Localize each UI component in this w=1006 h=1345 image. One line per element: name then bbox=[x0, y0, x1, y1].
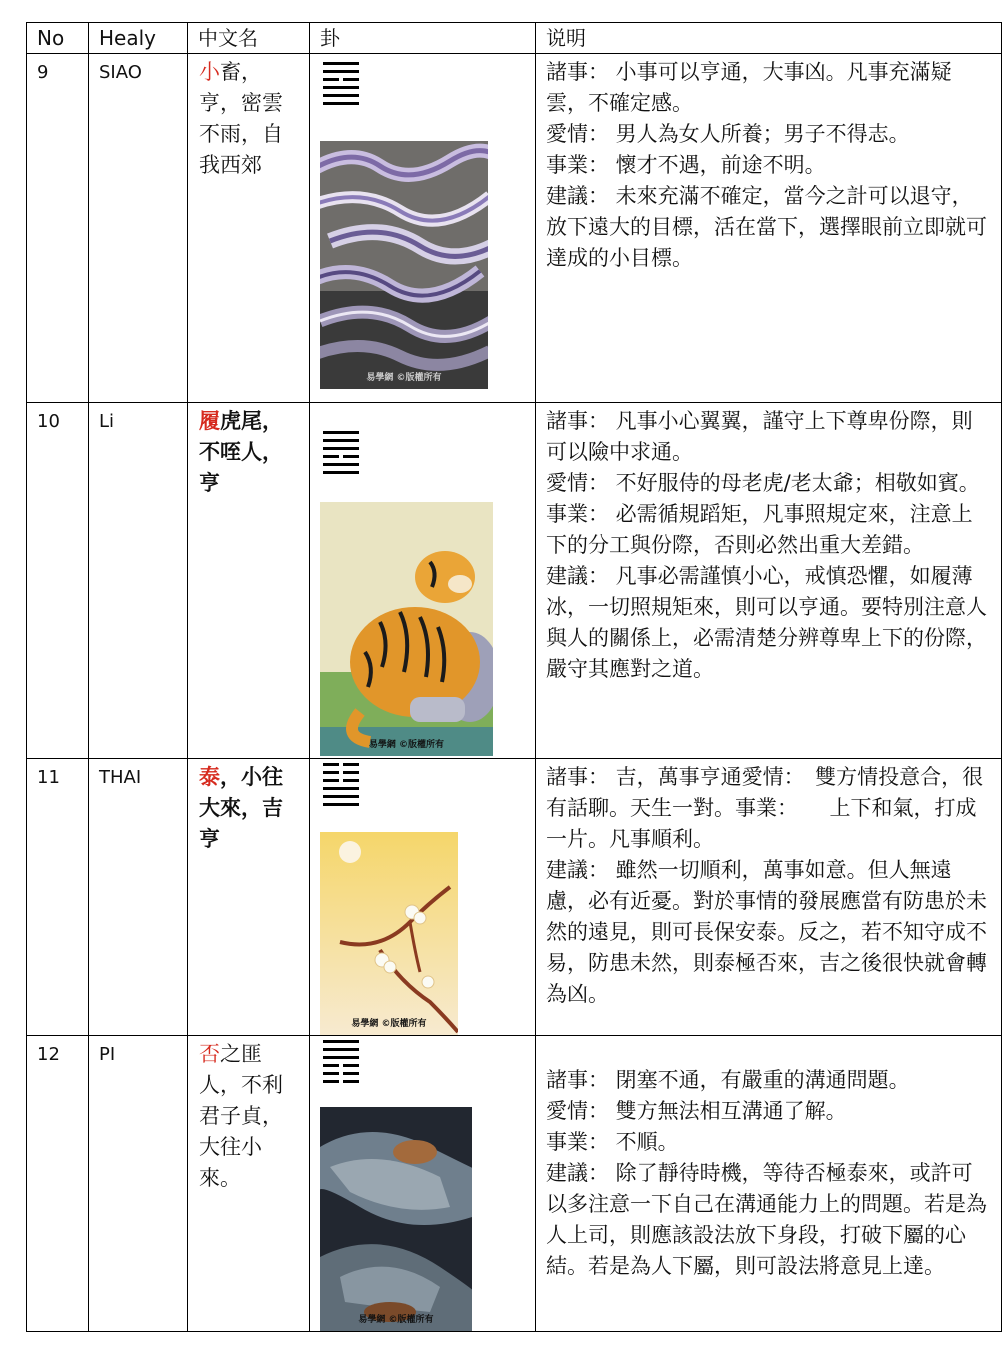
header-chinese-name: 中文名 bbox=[188, 23, 310, 54]
yin-line bbox=[323, 1080, 359, 1083]
yang-line bbox=[323, 62, 359, 65]
yang-line bbox=[323, 1040, 359, 1043]
yang-line bbox=[323, 803, 359, 806]
row-healy: Li bbox=[89, 403, 188, 759]
yin-line bbox=[323, 78, 359, 81]
row-chinese-name bbox=[188, 403, 310, 759]
desc-advice: 建議： 除了靜待時機，等待否極泰來，或許可以多注意一下自己在溝通能力上的問題。若是為人上司，則應該設法放下身段，打破下屬的心結。若是為人下屬，則可設法將意見上達。 bbox=[546, 1161, 987, 1278]
row-number: 11 bbox=[27, 759, 89, 1036]
card-image-clouds bbox=[320, 141, 488, 389]
table-row bbox=[27, 759, 1002, 1036]
name-highlight: 履 bbox=[199, 409, 220, 433]
table-row bbox=[27, 403, 1002, 759]
yang-line bbox=[323, 471, 359, 474]
yang-line bbox=[323, 86, 359, 89]
hexagram-cell bbox=[310, 759, 536, 1036]
row-number: 10 bbox=[27, 403, 89, 759]
row-healy: PI bbox=[89, 1036, 188, 1332]
hexagram-table bbox=[26, 22, 1002, 1332]
row-description bbox=[536, 759, 1002, 1036]
yin-line bbox=[323, 763, 359, 766]
desc-career: 事業： 不順。 bbox=[546, 1130, 679, 1154]
row-number: 9 bbox=[27, 54, 89, 403]
desc-advice: 建議： 凡事必需謹慎小心，戒慎恐懼，如履薄冰，一切照規矩來，則可以亨通。要特別注意人與人的關係上，必需清楚分辨尊卑上下的份際，嚴守其應對之道。 bbox=[546, 564, 987, 681]
header-no: No bbox=[27, 23, 89, 54]
yang-line bbox=[323, 787, 359, 790]
name-rest: 畜，亨，密雲不雨，自我西郊 bbox=[199, 60, 283, 177]
card-image-blossom bbox=[320, 832, 458, 1035]
hexagram-cell bbox=[310, 1036, 536, 1332]
header-hexagram: 卦 bbox=[310, 23, 536, 54]
hexagram-cell bbox=[310, 403, 536, 759]
desc-love: 愛情： 男人為女人所養；男子不得志。 bbox=[546, 122, 910, 146]
card-caption: 易學網 ©版權所有 bbox=[368, 740, 445, 750]
hexagram-cell bbox=[310, 54, 536, 403]
yang-line bbox=[323, 439, 359, 442]
yang-line bbox=[323, 1048, 359, 1051]
yang-line bbox=[323, 94, 359, 97]
name-rest: 虎尾，不咥人，亨 bbox=[199, 409, 283, 495]
name-rest: ，小往大來，吉亨 bbox=[199, 765, 283, 851]
row-description bbox=[536, 1036, 1002, 1332]
name-highlight: 泰 bbox=[199, 765, 220, 789]
desc-general: 諸事： 閉塞不通，有嚴重的溝通問題。 bbox=[546, 1068, 910, 1092]
yang-line bbox=[323, 463, 359, 466]
hexagram-symbol bbox=[323, 763, 359, 806]
row-number: 12 bbox=[27, 1036, 89, 1332]
name-rest: 之匪人，不利君子貞，大往小來。 bbox=[199, 1042, 283, 1190]
hexagram-symbol bbox=[323, 62, 359, 105]
desc-general-love-career: 諸事： 吉，萬事亨通愛情： 雙方情投意合，很有話聊。天生一對。事業： 上下和氣，打成一片。凡事順利。 bbox=[546, 765, 984, 851]
card-caption: 易學網 ©版權所有 bbox=[366, 373, 442, 383]
clouds-illustration bbox=[320, 141, 488, 389]
header-description: 说明 bbox=[536, 23, 1002, 54]
yin-line bbox=[323, 1072, 359, 1075]
hexagram-symbol bbox=[323, 1040, 359, 1083]
card-image-figures bbox=[320, 1107, 472, 1331]
yang-line bbox=[323, 1056, 359, 1059]
row-chinese-name bbox=[188, 759, 310, 1036]
desc-love: 愛情： 雙方無法相互溝通了解。 bbox=[546, 1099, 847, 1123]
table-row bbox=[27, 1036, 1002, 1332]
row-chinese-name bbox=[188, 54, 310, 403]
desc-career: 事業： 必需循規蹈矩，凡事照規定來，注意上下的分工與份際，否則必然出重大差錯。 bbox=[546, 502, 973, 557]
yang-line bbox=[323, 70, 359, 73]
name-highlight: 小 bbox=[199, 60, 220, 84]
yin-line bbox=[323, 1064, 359, 1067]
row-healy: SIAO bbox=[89, 54, 188, 403]
desc-career: 事業： 懷才不遇，前途不明。 bbox=[546, 153, 826, 177]
yin-line bbox=[323, 771, 359, 774]
desc-advice: 建議： 未來充滿不確定，當今之計可以退守，放下遠大的目標，活在當下，選擇眼前立即就可達成的小目標。 bbox=[546, 184, 987, 270]
header-row bbox=[27, 23, 1002, 54]
tiger-illustration bbox=[320, 502, 493, 756]
yang-line bbox=[323, 102, 359, 105]
desc-general: 諸事： 小事可以亨通，大事凶。凡事充滿疑雲，不確定感。 bbox=[546, 60, 952, 115]
yang-line bbox=[323, 447, 359, 450]
card-caption: 易學網 ©版權所有 bbox=[351, 1019, 427, 1029]
row-description bbox=[536, 54, 1002, 403]
row-healy: THAI bbox=[89, 759, 188, 1036]
yang-line bbox=[323, 431, 359, 434]
desc-general: 諸事： 凡事小心翼翼，謹守上下尊卑份際，則可以險中求通。 bbox=[546, 409, 973, 464]
figures-illustration bbox=[320, 1107, 472, 1331]
yin-line bbox=[323, 455, 359, 458]
blossom-illustration bbox=[320, 832, 458, 1035]
desc-advice: 建議： 雖然一切順利，萬事如意。但人無遠慮，必有近憂。對於事情的發展應當有防患於未然的遠見，則可長保安泰。反之，若不知守成不易，防患未然，則泰極否來，吉之後很快就會轉為凶。 bbox=[546, 858, 987, 1006]
yang-line bbox=[323, 795, 359, 798]
name-highlight: 否 bbox=[199, 1042, 220, 1066]
hexagram-symbol bbox=[323, 431, 359, 474]
table-row bbox=[27, 54, 1002, 403]
header-healy: Healy bbox=[89, 23, 188, 54]
row-chinese-name bbox=[188, 1036, 310, 1332]
yin-line bbox=[323, 779, 359, 782]
desc-love: 愛情： 不好服侍的母老虎/老太爺；相敬如賓。 bbox=[546, 471, 980, 495]
card-image-tiger bbox=[320, 502, 493, 756]
row-description bbox=[536, 403, 1002, 759]
card-caption: 易學網 ©版權所有 bbox=[358, 1315, 434, 1325]
